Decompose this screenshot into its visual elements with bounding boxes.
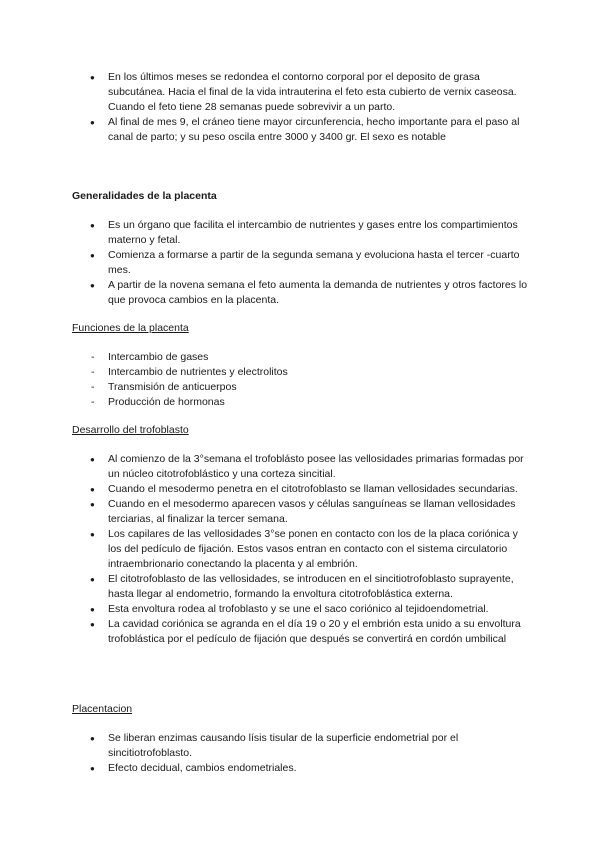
list-item: ● Al final de mes 9, el cráneo tiene mayor circunferencia, hecho importante para el paso al canal de parto; y su peso oscila entre 3000 y 3400 gr. El sexo es notable — [72, 115, 532, 145]
list-item: ● Efecto decidual, cambios endometriales. — [72, 761, 532, 776]
list-item: ● Los capilares de las vellosidades 3°se ponen en contacto con los de la placa coriónica y los del pedículo de fijación. Estos vasos entran en contacto con el sistema circulatorio intraembrionario conectando la placenta y al embrión. — [72, 527, 532, 572]
list-item: ● Cuando en el mesodermo aparecen vasos y células sanguíneas se llaman vellosidades terciarias, al finalizar la tercer semana. — [72, 497, 532, 527]
list-item: ● Se liberan enzimas causando lísis tisular de la superficie endometrial por el sincitiotrofoblasto. — [72, 731, 532, 761]
trofoblasto-heading: Desarrollo del trofoblasto — [72, 424, 189, 436]
placenta-heading: Generalidades de la placenta — [72, 190, 217, 202]
list-item: ● Al comienzo de la 3°semana el trofoblásto posee las vellosidades primarias formadas por un núcleo citotrofoblástico y una corteza sincitial. — [72, 452, 532, 482]
list-item: - Intercambio de gases — [72, 350, 532, 365]
placentacion-bullet-list — [72, 731, 532, 776]
list-item: ● Esta envoltura rodea al trofoblasto y se une el saco coriónico al tejidoendometrial. — [72, 602, 532, 617]
list-item: ● La cavidad coriónica se agranda en el día 19 o 20 y el embrión esta unido a su envoltura trofoblástica por el pedículo de fijación que después se convertirá en cordón umbilical — [72, 617, 532, 647]
funciones-heading: Funciones de la placenta — [72, 322, 189, 334]
list-item: ● Comienza a formarse a partir de la segunda semana y evoluciona hasta el tercer -cuarto mes. — [72, 248, 532, 278]
list-item: ● En los últimos meses se redondea el contorno corporal por el deposito de grasa subcutánea. Hacia el final de la vida intrauterina el feto esta cubierto de vernix caseosa. Cuando el feto tiene 28 semanas puede sobrevivir a un parto. — [72, 70, 532, 115]
list-item: - Transmisión de anticuerpos — [72, 380, 532, 395]
trofoblasto-bullet-list — [72, 452, 532, 647]
list-item: ● Es un órgano que facilita el intercambio de nutrientes y gases entre los compartimientos materno y fetal. — [72, 218, 532, 248]
list-item: ● A partir de la novena semana el feto aumenta la demanda de nutrientes y otros factores lo que provoca cambios en la placenta. — [72, 278, 532, 308]
list-item: - Producción de hormonas — [72, 395, 532, 410]
intro-bullet-list — [72, 70, 532, 145]
placenta-bullet-list — [72, 218, 532, 308]
list-item: ● Cuando el mesodermo penetra en el citotrofoblasto se llaman vellosidades secundarias. — [72, 482, 532, 497]
placentacion-heading: Placentacion — [72, 703, 133, 715]
list-item: - Intercambio de nutrientes y electrolitos — [72, 365, 532, 380]
list-item: ● El citotrofoblasto de las vellosidades, se introducen en el sincitiotrofoblasto suprayente, hasta llegar al endometrio, formando la envoltura citotrofoblástica externa. — [72, 572, 532, 602]
funciones-list — [72, 350, 532, 410]
